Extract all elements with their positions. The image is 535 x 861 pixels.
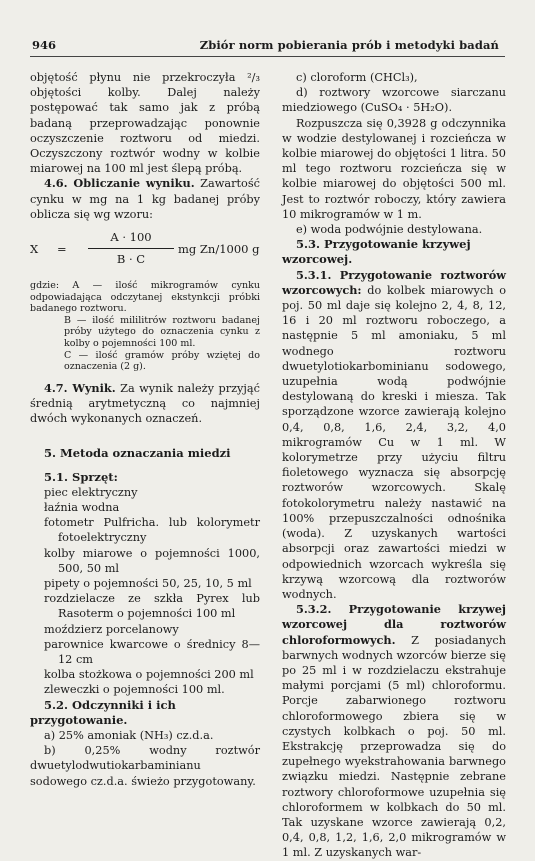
reagent-b: b) 0,25% wodny roztwór dwuetylodwutiokarbaminianu sodowego cz.d.a. świeżo przygotowany.	[30, 744, 260, 788]
section-5-3-1	[282, 268, 506, 602]
reagent-a: a) 25% amoniak (NH₃) cz.d.a.	[44, 729, 214, 743]
formula-numerator: A · 100	[110, 230, 152, 245]
section-4-7	[30, 381, 260, 427]
spacer	[30, 426, 260, 446]
reagent-d: d) roztwory wzorcowe siarczanu miedziowego (CuSO₄ · 5H₂O).	[282, 86, 506, 115]
section-4-6-heading: 4.6. Obliczanie wyniku.	[44, 176, 195, 191]
section-5-2-heading: 5.2. Odczynniki i ich przygotowanie.	[30, 697, 176, 727]
section-5-3-heading: 5.3. Przygotowanie krzywej wzorcowej.	[282, 237, 471, 267]
equipment-item: łaźnia wodna	[44, 501, 120, 514]
right-column	[282, 70, 506, 861]
section-4-7-heading: 4.7. Wynik.	[44, 380, 116, 395]
formula-x: X	[30, 242, 39, 257]
page-number: 946	[32, 38, 57, 52]
equipment-item: pipety o pojemności 50, 25, 10, 5 ml	[44, 577, 252, 591]
section-5-3-1-heading: 5.3.1. Przygotowanie roztworów wzorcowych:	[282, 267, 506, 297]
spacer	[30, 373, 260, 381]
formula-legend-a: gdzie: A — ilość mikrogramów cynku odpowiadająca odczytanej ekstynkcji próbki badanego roztworu.	[30, 280, 260, 315]
formula-equals: =	[57, 242, 67, 257]
paragraph-continuation: objętość płynu nie przekroczyła ²/₃ objętości kolby. Dalej należy postępować tak samo jak z próbą badaną przeprowadzając ponownie oczyszczenie roztworu od miedzi. Oczyszczony roztwór wodny w kolbie miarowej na 100 ml jest ślepą próbą.	[30, 71, 260, 176]
spacer	[30, 462, 260, 470]
equipment-item: zleweczki o pojemności 100 ml.	[44, 683, 225, 697]
section-4-6-text: Zawartość cynku w mg na 1 kg badanej próby oblicza się wg wzoru:	[30, 177, 260, 221]
section-5-heading: 5. Metoda oznaczania miedzi	[44, 446, 231, 461]
reagent-e: e) woda podwójnie destylowana.	[296, 223, 483, 237]
section-5-3-2-text: Z posiadanych barwnych wodnych wzorców bierze się po 25 ml i w rozdzielaczu ekstrahuje małymi porcjami (5 ml) chloroformu. Porcje zabarwionego roztworu chloroformowego zbiera się w czystych kolbkach o poj. 50 ml. Ekstrakcję przeprowadza się do zupełnego wyekstrahowania barwnego związku miedzi. Następnie zebrane roztwory chloroformowe uzupełnia się chloroformem w kolbkach do 50 ml. Tak uzyskane wzorce zawierają 0,2, 0,4, 0,8, 1,2, 1,6, 2,0 mikrogramów w 1 ml. Z uzyskanych war-	[282, 633, 506, 860]
formula-legend-c: C — ilość gramów próby wziętej do oznaczenia (2 g).	[64, 349, 260, 373]
equipment-item: kolby miarowe o pojemności 1000, 500, 50 ml	[44, 546, 260, 575]
equipment-list	[30, 485, 260, 698]
section-5-3-2-heading: 5.3.2. Przygotowanie krzywej wzorcowej dla roztworów chloroformowych.	[282, 602, 506, 647]
section-5-1-heading: 5.1. Sprzęt:	[44, 469, 118, 484]
left-column	[30, 70, 260, 789]
equipment-item: kolba stożkowa o pojemności 200 ml	[44, 668, 254, 682]
formula-legend-b: B — ilość mililitrów roztworu badanej próby użytego do oznaczenia cynku z kolby o pojemności 100 ml.	[64, 314, 260, 349]
stock-solution-paragraph: Rozpuszcza się 0,3928 g odczynnika w wodzie destylowanej i rozcieńcza w kolbie miarowej do objętości 1 litra. 50 ml tego roztworu rozcieńcza się w kolbie miarowej do objętości 500 ml. Jest to roztwór roboczy, który zawiera 10 mikrogramów w 1 m.	[282, 116, 506, 221]
equipment-item: piec elektryczny	[44, 485, 138, 499]
zinc-formula	[30, 230, 260, 270]
section-4-6	[30, 176, 260, 222]
equipment-item: moździerz porcelanowy	[44, 622, 179, 636]
formula-denominator: B · C	[116, 252, 146, 267]
section-5-3-1-text: do kolbek miarowych o poj. 50 ml daje się kolejno 2, 4, 8, 12, 16 i 20 ml roztworu roboczego, a następnie 5 ml amoniaku, 5 ml wodnego roztworu dwuetylotiokarbominianu sodowego, uzupełnia wodą podwójnie destylowaną do kreski i miesza. Tak sporządzone wzorce zawierają kolejno 0,4, 0,8, 1,6, 2,4, 3,2, 4,0 mikrogramów Cu w 1 ml. W kolorymetrze przy użyciu filtru fioletowego wyznacza się absorpcję roztworów wzorcowych. Skalę fotokolorymetru należy nastawić na 100% przepuszczalności odnośnika (woda). Z uzyskanych wartości absorpcji oraz zawartości miedzi w odpowiednich wzorcach wykreśla się krzywą wzorcową dla roztworów wodnych.	[282, 283, 506, 601]
reagent-c: c) cloroform (CHCl₃),	[296, 71, 418, 84]
formula-fraction-bar	[88, 248, 174, 249]
equipment-item: rozdzielacze ze szkła Pyrex lub Rasoterm o pojemności 100 ml	[44, 592, 260, 621]
section-4-7-text: Za wynik należy przyjąć średnią arytmetyczną co najmniej dwóch wykonanych oznaczeń.	[30, 381, 260, 426]
equipment-item: fotometr Pulfricha. lub kolorymetr fotoelektryczny	[44, 516, 260, 545]
running-title: Zbiór norm pobierania prób i metodyki badań	[199, 38, 499, 52]
section-5-3-2	[282, 602, 506, 860]
formula-unit: mg Zn/1000 g	[178, 242, 260, 257]
equipment-item: parownice kwarcowe o średnicy 8—12 cm	[44, 637, 260, 667]
page-header	[30, 36, 505, 57]
